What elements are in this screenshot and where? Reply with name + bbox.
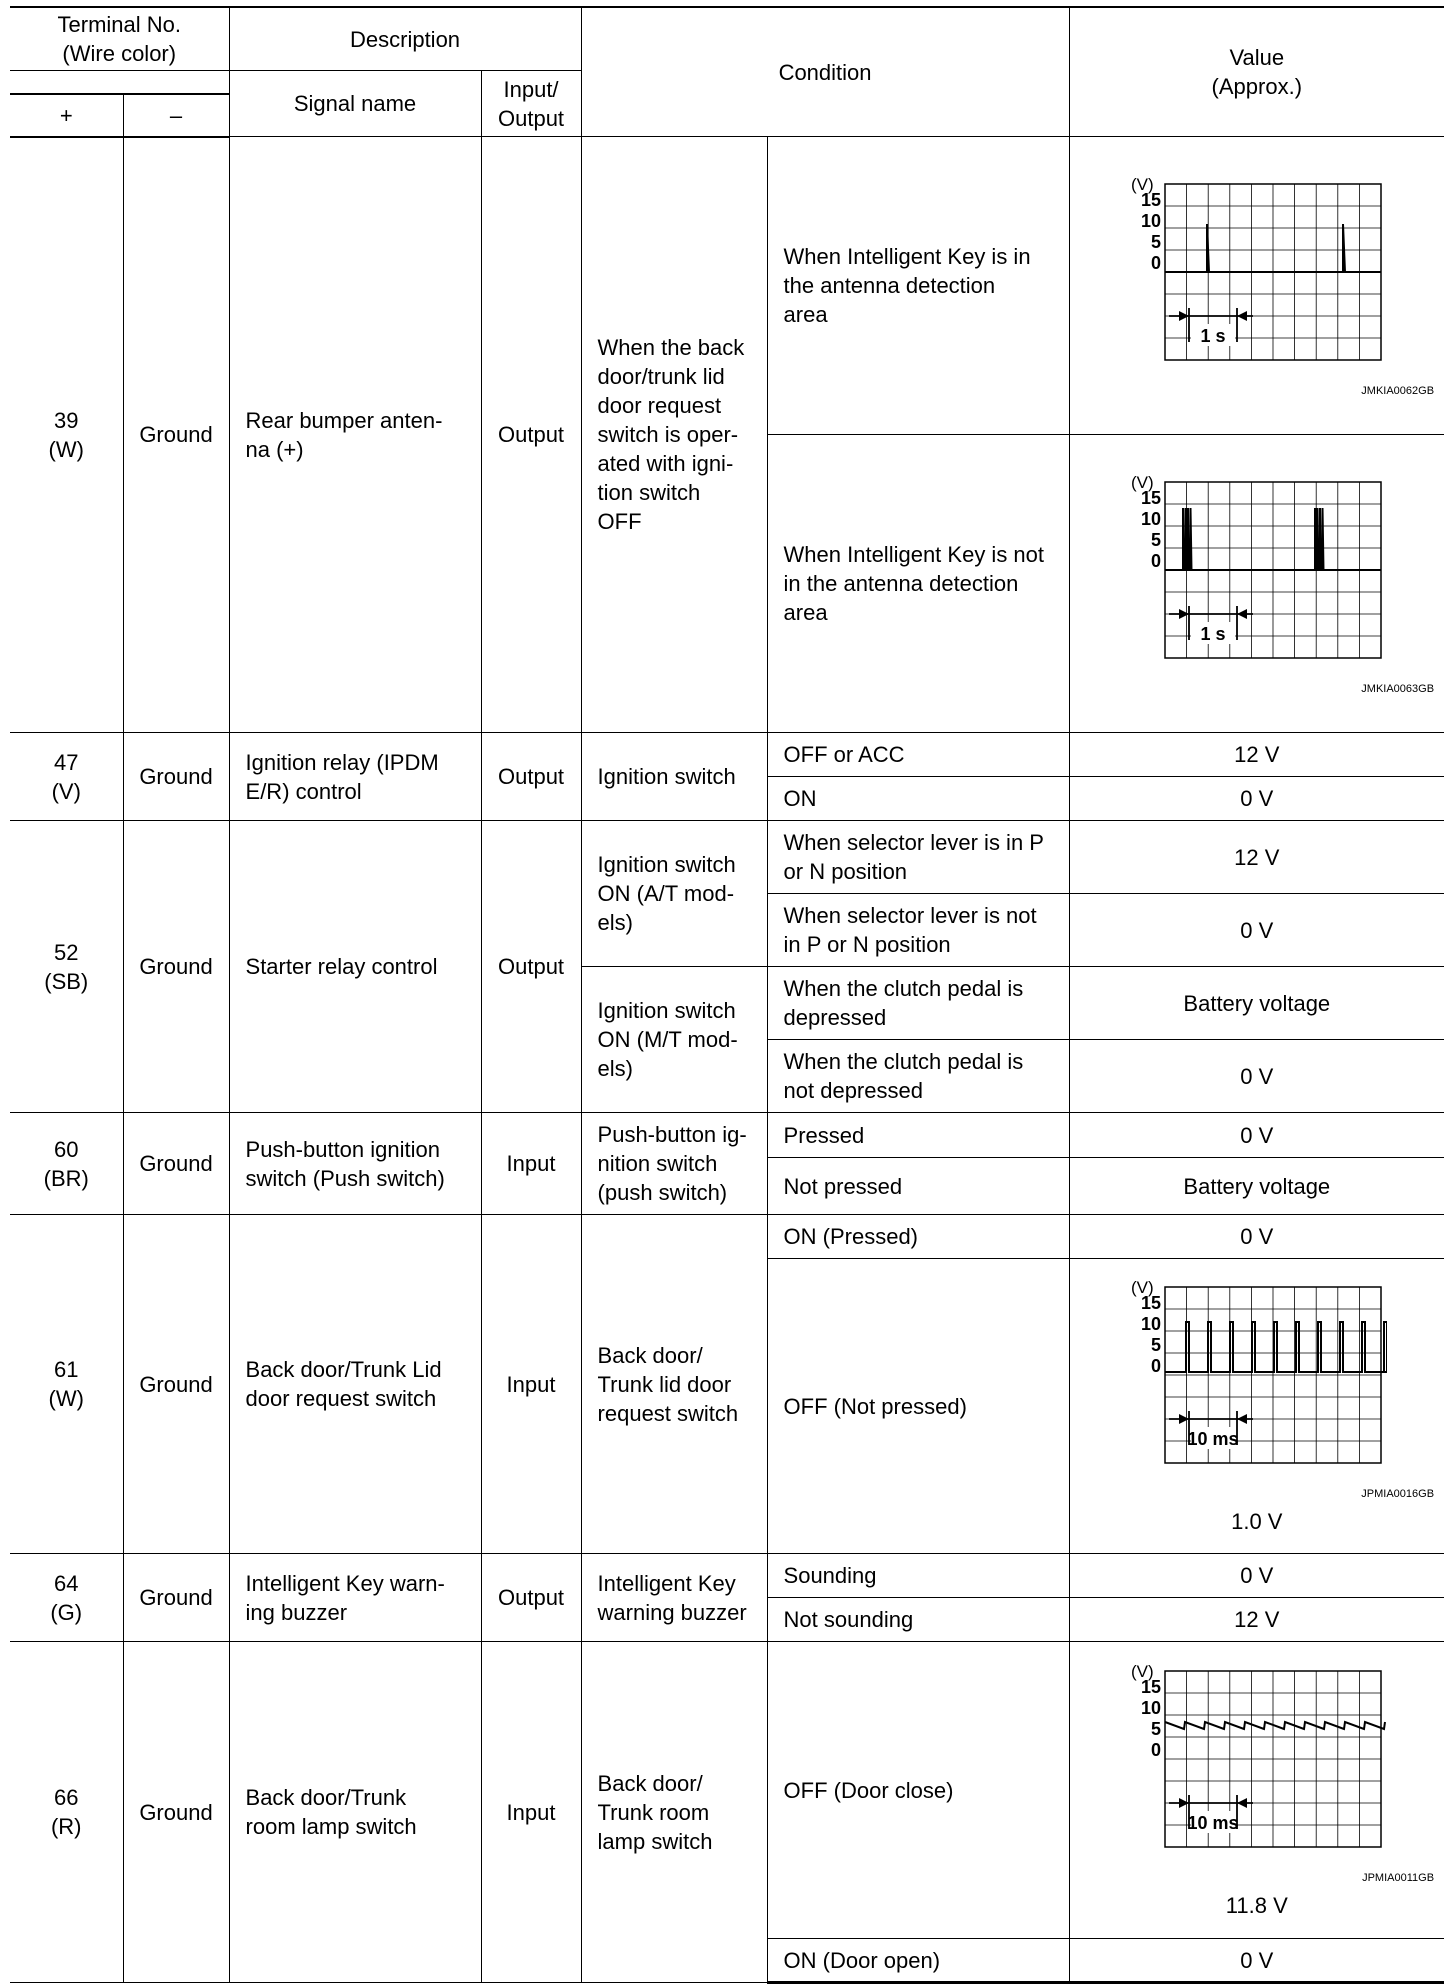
header-condition: Condition [581, 7, 1069, 137]
sub-condition-cell: OFF or ACC [767, 733, 1069, 777]
sub-condition-cell: ON (Door open) [767, 1939, 1069, 1983]
table-row [10, 1554, 1444, 1598]
table-row [10, 821, 1444, 894]
table-row [10, 137, 1444, 435]
signal-name-cell: Push-button ignition switch (Push switch) [229, 1113, 481, 1215]
table-row [10, 1215, 1444, 1259]
timebase-arrowhead [1237, 609, 1247, 619]
signal-name-cell: Back door/Trunk room lamp switch [229, 1642, 481, 1983]
wave-axis-unit: (V) [1130, 1277, 1154, 1297]
value-cell [1069, 137, 1444, 435]
header-terminal-spacer [10, 71, 229, 94]
wave-axis-unit: (V) [1130, 472, 1154, 492]
timebase-arrowhead [1237, 1414, 1247, 1424]
header-minus: – [123, 94, 229, 137]
wave-tick-label: 15 [1140, 1292, 1161, 1313]
sub-condition-cell: When selector lever is in P or N position [767, 821, 1069, 894]
timebase-arrowhead [1179, 609, 1189, 619]
ground-cell: Ground [123, 733, 229, 821]
wave-tick-label: 10 [1140, 1697, 1161, 1718]
value-cell: 12 V [1069, 733, 1444, 777]
timebase-arrowhead [1237, 311, 1247, 321]
wave-tick-label: 15 [1140, 1676, 1161, 1697]
sub-condition-cell: When Intelligent Key is not in the antenna detection area [767, 435, 1069, 733]
condition-cell: Intelligent Key warning buzzer [581, 1554, 767, 1642]
header-value: Value (Approx.) [1069, 7, 1444, 137]
value-cell [1069, 1642, 1444, 1939]
timebase-label: 1 s [1200, 623, 1226, 644]
terminal-cell: 39 (W) [10, 137, 123, 733]
terminal-cell: 60 (BR) [10, 1113, 123, 1215]
ground-cell: Ground [123, 1642, 229, 1983]
value-cell: 0 V [1069, 1215, 1444, 1259]
sub-condition-cell: When selector lever is not in P or N position [767, 894, 1069, 967]
signal-name-cell: Rear bumper anten- na (+) [229, 137, 481, 733]
waveform-value: 1.0 V [1231, 1508, 1283, 1534]
signal-name-cell: Starter relay control [229, 821, 481, 1113]
condition-cell: Back door/ Trunk lid door request switch [581, 1215, 767, 1554]
wave-axis-unit: (V) [1130, 174, 1154, 194]
io-cell: Output [481, 137, 581, 733]
table-row [10, 733, 1444, 777]
ground-cell: Ground [123, 1554, 229, 1642]
value-cell [1069, 435, 1444, 733]
terminal-cell: 66 (R) [10, 1642, 123, 1983]
timebase-label: 10 ms [1187, 1428, 1239, 1449]
io-cell: Output [481, 1554, 581, 1642]
sub-condition-cell: When the clutch pedal is depressed [767, 967, 1069, 1040]
signal-name-cell: Ignition relay (IPDM E/R) control [229, 733, 481, 821]
value-cell: 0 V [1069, 1939, 1444, 1983]
signal-name-cell: Back door/Trunk Lid door request switch [229, 1215, 481, 1554]
sub-condition-cell: ON (Pressed) [767, 1215, 1069, 1259]
value-cell: 0 V [1069, 894, 1444, 967]
value-cell: 0 V [1069, 777, 1444, 821]
wave-tick-label: 5 [1150, 1334, 1161, 1355]
wave-tick-label: 0 [1150, 252, 1161, 273]
header-input-output: Input/ Output [481, 71, 581, 137]
condition-cell: Ignition switch [581, 733, 767, 821]
terminal-cell: 61 (W) [10, 1215, 123, 1554]
timebase-label: 10 ms [1187, 1812, 1239, 1833]
condition-cell: When the back door/trunk lid door request switch is oper- ated with igni- tion switch OFF [581, 137, 767, 733]
wave-tick-label: 15 [1140, 487, 1161, 508]
wave-tick-label: 10 [1140, 210, 1161, 231]
table-row [10, 1642, 1444, 1939]
io-cell: Input [481, 1215, 581, 1554]
ground-cell: Ground [123, 1215, 229, 1554]
waveform-code: JMKIA0062GB [1361, 384, 1435, 397]
header-plus: + [10, 94, 123, 137]
terminal-cell: 52 (SB) [10, 821, 123, 1113]
value-cell: 0 V [1069, 1113, 1444, 1158]
sub-condition-cell: Pressed [767, 1113, 1069, 1158]
terminal-table [10, 6, 1444, 1984]
waveform-chart [1127, 174, 1387, 384]
waveform-code: JPMIA0016GB [1361, 1487, 1435, 1500]
sub-condition-cell: Not sounding [767, 1598, 1069, 1642]
ground-cell: Ground [123, 821, 229, 1113]
terminal-cell: 47 (V) [10, 733, 123, 821]
waveform-code: JMKIA0063GB [1361, 682, 1435, 695]
wave-tick-label: 5 [1150, 231, 1161, 252]
sub-condition-cell: OFF (Not pressed) [767, 1259, 1069, 1554]
wave-tick-label: 0 [1150, 550, 1161, 571]
waveform-chart [1127, 1277, 1387, 1487]
io-cell: Output [481, 733, 581, 821]
value-cell [1069, 1259, 1444, 1554]
terminal-cell: 64 (G) [10, 1554, 123, 1642]
io-cell: Input [481, 1642, 581, 1983]
wave-tick-label: 0 [1150, 1355, 1161, 1376]
header-description: Description [229, 7, 581, 71]
wave-tick-label: 10 [1140, 508, 1161, 529]
io-cell: Input [481, 1113, 581, 1215]
value-cell: 0 V [1069, 1554, 1444, 1598]
condition-cell: Ignition switch ON (M/T mod- els) [581, 967, 767, 1113]
sub-condition-cell: Sounding [767, 1554, 1069, 1598]
sub-condition-cell: OFF (Door close) [767, 1642, 1069, 1939]
wave-tick-label: 5 [1150, 529, 1161, 550]
wave-tick-label: 5 [1150, 1718, 1161, 1739]
io-cell: Output [481, 821, 581, 1113]
header-signal-name: Signal name [229, 71, 481, 137]
wave-trace [1165, 1722, 1385, 1729]
condition-cell: Push-button ig- nition switch (push switch) [581, 1113, 767, 1215]
wave-axis-unit: (V) [1130, 1661, 1154, 1681]
waveform-chart [1127, 1661, 1387, 1871]
wave-trace [1165, 1322, 1387, 1372]
waveform-code: JPMIA0011GB [1362, 1871, 1435, 1884]
timebase-arrowhead [1179, 311, 1189, 321]
sub-condition-cell: When Intelligent Key is in the antenna detection area [767, 137, 1069, 435]
value-cell: Battery voltage [1069, 967, 1444, 1040]
timebase-label: 1 s [1200, 325, 1226, 346]
timebase-arrowhead [1179, 1798, 1189, 1808]
value-cell: 12 V [1069, 1598, 1444, 1642]
sub-condition-cell: Not pressed [767, 1158, 1069, 1215]
condition-cell: Ignition switch ON (A/T mod- els) [581, 821, 767, 967]
value-cell: Battery voltage [1069, 1158, 1444, 1215]
header-terminal-no: Terminal No. (Wire color) [10, 7, 229, 71]
condition-cell: Back door/ Trunk room lamp switch [581, 1642, 767, 1983]
value-cell: 0 V [1069, 1040, 1444, 1113]
wave-tick-label: 0 [1150, 1739, 1161, 1760]
ground-cell: Ground [123, 1113, 229, 1215]
waveform-value: 11.8 V [1225, 1892, 1288, 1918]
sub-condition-cell: ON [767, 777, 1069, 821]
signal-name-cell: Intelligent Key warn- ing buzzer [229, 1554, 481, 1642]
sub-condition-cell: When the clutch pedal is not depressed [767, 1040, 1069, 1113]
ground-cell: Ground [123, 137, 229, 733]
value-cell: 12 V [1069, 821, 1444, 894]
timebase-arrowhead [1237, 1798, 1247, 1808]
waveform-chart [1127, 472, 1387, 682]
wave-tick-label: 15 [1140, 189, 1161, 210]
timebase-arrowhead [1179, 1414, 1189, 1424]
wave-tick-label: 10 [1140, 1313, 1161, 1334]
table-row [10, 1113, 1444, 1158]
